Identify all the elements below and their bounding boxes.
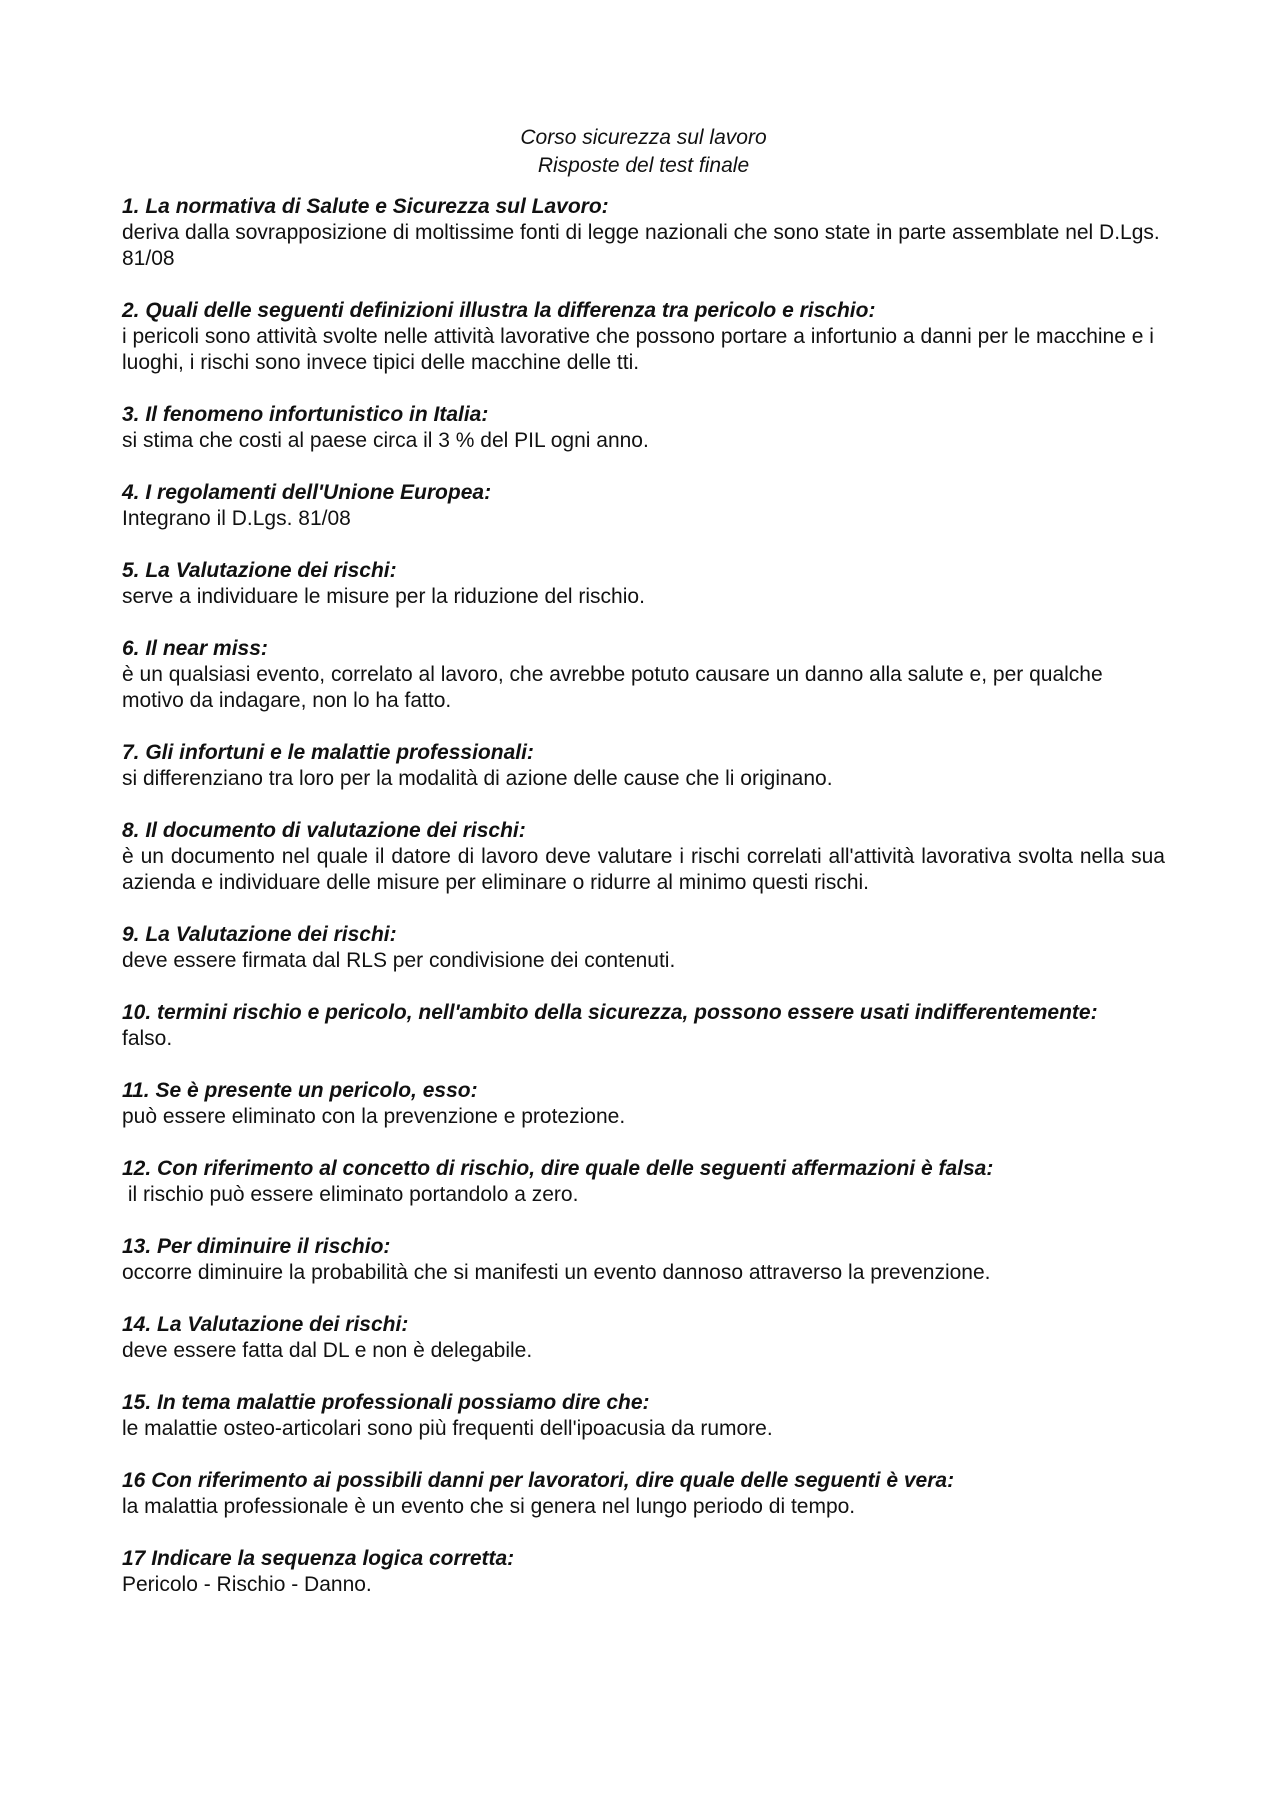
answer: Pericolo - Rischio - Danno. [122, 1573, 372, 1596]
qa-item-8 [122, 818, 1165, 896]
qa-item-1 [122, 194, 1165, 272]
question: 15. In tema malattie professionali possiamo dire che: [122, 1391, 650, 1414]
qa-item-6 [122, 636, 1165, 714]
qa-item-3 [122, 402, 1165, 454]
answer: serve a individuare le misure per la riduzione del rischio. [122, 585, 645, 608]
answer: falso. [122, 1027, 173, 1050]
answer: deriva dalla sovrapposizione di moltissime fonti di legge nazionali che sono state in parte assemblate nel D.Lgs. 81/08 [122, 221, 1160, 270]
qa-item-10 [122, 1000, 1165, 1052]
document-subtitle: Risposte del test finale [537, 154, 750, 177]
document-header [122, 124, 1165, 180]
question: 8. Il documento di valutazione dei rischi: [122, 819, 526, 842]
question: 16 Con riferimento ai possibili danni per lavoratori, dire quale delle seguenti è vera: [122, 1469, 955, 1492]
qa-item-15 [122, 1390, 1165, 1442]
qa-item-11 [122, 1078, 1165, 1130]
answer: Integrano il D.Lgs. 81/08 [122, 507, 351, 530]
answer: può essere eliminato con la prevenzione e protezione. [122, 1105, 626, 1128]
document-title: Corso sicurezza sul lavoro [520, 126, 767, 149]
question: 17 Indicare la sequenza logica corretta: [122, 1547, 515, 1570]
qa-item-2 [122, 298, 1165, 376]
answer: la malattia professionale è un evento che si genera nel lungo periodo di tempo. [122, 1495, 856, 1518]
answer: si stima che costi al paese circa il 3 % del PIL ogni anno. [122, 429, 649, 452]
document-page [122, 124, 1165, 1624]
qa-list [122, 194, 1165, 1598]
question: 4. I regolamenti dell'Unione Europea: [122, 481, 492, 504]
question: 5. La Valutazione dei rischi: [122, 559, 397, 582]
question: 12. Con riferimento al concetto di rischio, dire quale delle seguenti affermazioni è falsa: [122, 1157, 994, 1180]
question: 1. La normativa di Salute e Sicurezza sul Lavoro: [122, 195, 609, 218]
question: 2. Quali delle seguenti definizioni illustra la differenza tra pericolo e rischio: [122, 299, 876, 322]
qa-item-5 [122, 558, 1165, 610]
answer: il rischio può essere eliminato portandolo a zero. [122, 1183, 579, 1206]
qa-item-4 [122, 480, 1165, 532]
answer: deve essere firmata dal RLS per condivisione dei contenuti. [122, 949, 676, 972]
question: 3. Il fenomeno infortunistico in Italia: [122, 403, 489, 426]
question: 14. La Valutazione dei rischi: [122, 1313, 409, 1336]
qa-item-13 [122, 1234, 1165, 1286]
question: 7. Gli infortuni e le malattie professionali: [122, 741, 534, 764]
question: 6. Il near miss: [122, 637, 268, 660]
question: 13. Per diminuire il rischio: [122, 1235, 391, 1258]
answer: le malattie osteo-articolari sono più frequenti dell'ipoacusia da rumore. [122, 1417, 773, 1440]
answer: è un documento nel quale il datore di lavoro deve valutare i rischi correlati all'attività lavorativa svolta nella sua azienda e individuare delle misure per eliminare o ridurre al minimo questi rischi. [122, 845, 1165, 894]
qa-item-7 [122, 740, 1165, 792]
qa-item-16 [122, 1468, 1165, 1520]
qa-item-14 [122, 1312, 1165, 1364]
answer: si differenziano tra loro per la modalità di azione delle cause che li originano. [122, 767, 833, 790]
answer: è un qualsiasi evento, correlato al lavoro, che avrebbe potuto causare un danno alla salute e, per qualche motivo da indagare, non lo ha fatto. [122, 663, 1103, 712]
qa-item-9 [122, 922, 1165, 974]
question: 11. Se è presente un pericolo, esso: [122, 1079, 478, 1102]
qa-item-17 [122, 1546, 1165, 1598]
answer: i pericoli sono attività svolte nelle attività lavorative che possono portare a infortunio a danni per le macchine e i luoghi, i rischi sono invece tipici delle macchine delle tti. [122, 325, 1154, 374]
question: 10. termini rischio e pericolo, nell'ambito della sicurezza, possono essere usati indifferentemente: [122, 1001, 1098, 1024]
answer: deve essere fatta dal DL e non è delegabile. [122, 1339, 533, 1362]
question: 9. La Valutazione dei rischi: [122, 923, 397, 946]
qa-item-12 [122, 1156, 1165, 1208]
answer: occorre diminuire la probabilità che si manifesti un evento dannoso attraverso la prevenzione. [122, 1261, 991, 1284]
